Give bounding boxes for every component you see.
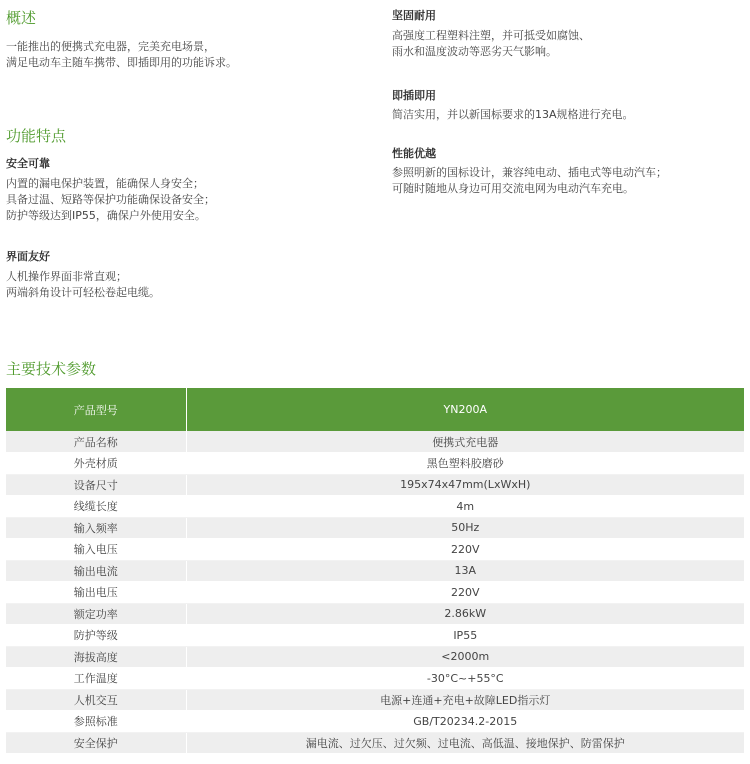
spec-label: 外壳材质 <box>6 453 186 475</box>
overview-heading: 概述 <box>6 9 37 27</box>
interface-line: 两端斜角设计可轻松卷起电缆。 <box>6 286 160 299</box>
spec-header-value: YN200A <box>186 388 744 431</box>
durable-line: 雨水和温度波动等恶劣天气影响。 <box>392 45 557 58</box>
plug-line: 简洁实用，并以新国标要求的13A规格进行充电。 <box>392 108 634 121</box>
table-row <box>6 689 744 711</box>
spec-value: <2000m <box>186 646 744 668</box>
spec-value: IP55 <box>186 625 744 647</box>
spec-header-row <box>6 388 744 431</box>
safety-text <box>6 176 215 224</box>
safety-line: 内置的漏电保护装置，能确保人身安全； <box>6 177 204 190</box>
overview-text <box>6 39 376 71</box>
safety-title: 安全可靠 <box>6 157 50 170</box>
performance-line: 可随时随地从身边可用交流电网为电动汽车充电。 <box>392 182 634 195</box>
spec-label: 输出电流 <box>6 560 186 582</box>
table-row <box>6 582 744 604</box>
interface-text <box>6 269 160 301</box>
interface-title: 界面友好 <box>6 250 50 263</box>
durable-line: 高强度工程塑料注塑，并可抵受如腐蚀、 <box>392 29 590 42</box>
spec-value: 电源+连通+充电+故障LED指示灯 <box>186 689 744 711</box>
performance-title: 性能优越 <box>392 147 436 160</box>
spec-value: 2.86kW <box>186 603 744 625</box>
spec-value: 50Hz <box>186 517 744 539</box>
safety-line: 防护等级达到IP55，确保户外使用安全。 <box>6 209 206 222</box>
table-row <box>6 625 744 647</box>
spec-value: -30°C~+55°C <box>186 668 744 690</box>
overview-line: 一能推出的便携式充电器，完美充电场景， <box>6 40 215 53</box>
plug-title: 即插即用 <box>392 89 436 102</box>
spec-value: 4m <box>186 496 744 518</box>
spec-value: 便携式充电器 <box>186 431 744 453</box>
spec-label: 设备尺寸 <box>6 474 186 496</box>
table-row <box>6 711 744 733</box>
table-row <box>6 453 744 475</box>
spec-value: 13A <box>186 560 744 582</box>
table-row <box>6 496 744 518</box>
table-row <box>6 539 744 561</box>
spec-label: 工作温度 <box>6 668 186 690</box>
spec-label: 人机交互 <box>6 689 186 711</box>
table-row <box>6 517 744 539</box>
table-row <box>6 668 744 690</box>
table-row <box>6 560 744 582</box>
spec-label: 输入电压 <box>6 539 186 561</box>
spec-label: 海拔高度 <box>6 646 186 668</box>
table-row <box>6 732 744 754</box>
spec-label: 产品名称 <box>6 431 186 453</box>
durable-title: 坚固耐用 <box>392 9 436 22</box>
spec-label: 线缆长度 <box>6 496 186 518</box>
spec-value: 220V <box>186 582 744 604</box>
durable-text <box>392 28 590 60</box>
plug-text <box>392 107 634 123</box>
spec-label: 输出电压 <box>6 582 186 604</box>
performance-line: 参照明新的国标设计，兼容纯电动、插电式等电动汽车； <box>392 166 667 179</box>
interface-line: 人机操作界面非常直观； <box>6 270 127 283</box>
spec-label: 额定功率 <box>6 603 186 625</box>
table-row <box>6 646 744 668</box>
overview-line: 满足电动车主随车携带、即插即用的功能诉求。 <box>6 56 237 69</box>
performance-text <box>392 165 667 197</box>
table-row <box>6 603 744 625</box>
features-heading: 功能特点 <box>6 127 67 145</box>
table-row <box>6 431 744 453</box>
spec-label: 参照标准 <box>6 711 186 733</box>
specs-heading: 主要技术参数 <box>6 360 97 378</box>
spec-value: GB/T20234.2-2015 <box>186 711 744 733</box>
spec-table <box>6 388 744 754</box>
spec-value: 220V <box>186 539 744 561</box>
spec-label: 安全保护 <box>6 732 186 754</box>
spec-value: 黑色塑料胶磨砂 <box>186 453 744 475</box>
spec-header-label: 产品型号 <box>6 388 186 431</box>
spec-value: 195x74x47mm(LxWxH) <box>186 474 744 496</box>
table-row <box>6 474 744 496</box>
spec-label: 输入频率 <box>6 517 186 539</box>
spec-label: 防护等级 <box>6 625 186 647</box>
spec-value: 漏电流、过欠压、过欠频、过电流、高低温、接地保护、防雷保护 <box>186 732 744 754</box>
safety-line: 具备过温、短路等保护功能确保设备安全； <box>6 193 215 206</box>
